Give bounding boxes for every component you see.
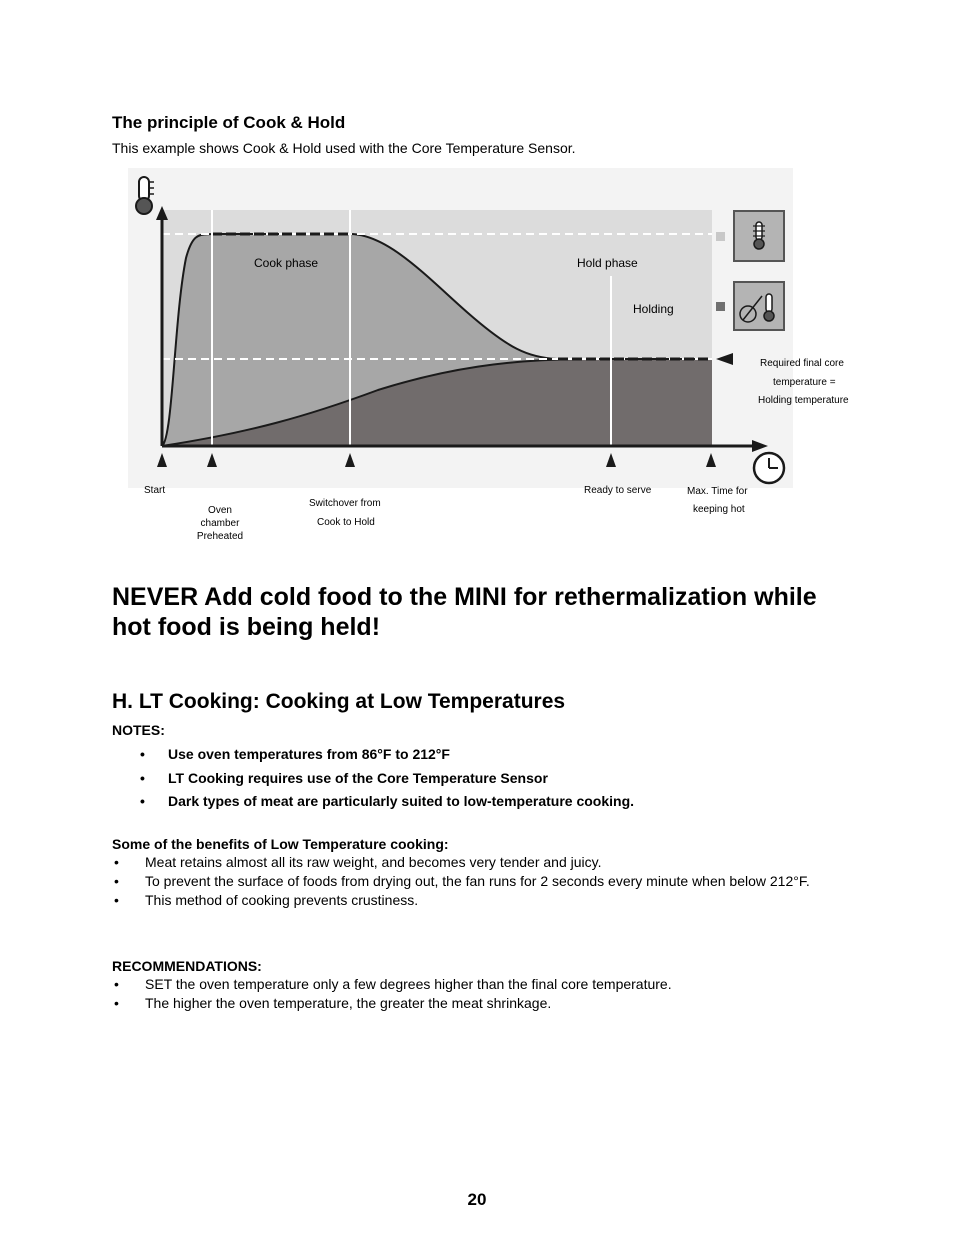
list-item	[112, 891, 812, 910]
core-sensor-icon	[734, 282, 784, 330]
benefits-heading: Some of the benefits of Low Temperature cooking:	[112, 836, 449, 852]
benefits-list	[112, 853, 812, 910]
recommendation-text: The higher the oven temperature, the greater the meat shrinkage.	[145, 995, 552, 1011]
note-text: LT Cooking requires use of the Core Temperature Sensor	[168, 769, 548, 786]
holding-label: Holding	[633, 302, 674, 316]
oven-preheated-label: Oven chamber Preheated	[196, 505, 244, 542]
required-final-label-3: Holding temperature	[758, 395, 849, 406]
ready-label: Ready to serve	[584, 485, 652, 496]
switchover-label-2: Cook to Hold	[317, 517, 375, 528]
note-text: Use oven temperatures from 86°F to 212°F	[168, 746, 450, 762]
intro-text: This example shows Cook & Hold used with the Core Temperature Sensor.	[112, 140, 576, 156]
max-time-label-1: Max. Time for	[687, 486, 748, 497]
bullet: •	[114, 976, 119, 992]
bullet: •	[140, 746, 145, 762]
bullet: •	[140, 793, 145, 809]
oven-legend-square	[716, 232, 725, 241]
notes-heading: NOTES:	[112, 722, 165, 738]
bullet: •	[114, 873, 119, 889]
bullet: •	[140, 769, 145, 786]
section-title: H. LT Cooking: Cooking at Low Temperatures	[112, 690, 566, 713]
start-label: Start	[144, 485, 166, 496]
cook-hold-diagram	[128, 168, 868, 548]
list-item	[140, 791, 634, 815]
principle-heading: The principle of Cook & Hold	[112, 113, 346, 132]
cook-phase-label: Cook phase	[254, 256, 319, 270]
page-number: 20	[467, 1190, 487, 1209]
recommendations-list	[112, 975, 812, 1013]
notes-list	[140, 744, 634, 815]
required-final-label-2: temperature =	[773, 377, 836, 388]
hold-phase-label: Hold phase	[577, 256, 638, 270]
bullet: •	[114, 892, 119, 908]
bullet: •	[114, 995, 119, 1011]
recommendations-heading: RECOMMENDATIONS:	[112, 958, 262, 974]
note-text: Dark types of meat are particularly suited to low-temperature cooking.	[168, 793, 635, 809]
recommendation-text: SET the oven temperature only a few degrees higher than the final core temperature.	[145, 976, 672, 992]
list-item	[112, 872, 812, 891]
core-legend-square	[716, 302, 725, 311]
benefit-text: To prevent the surface of foods from drying out, the fan runs for 2 seconds every minute when below 212°F.	[145, 873, 810, 889]
switchover-label-1: Switchover from	[309, 498, 381, 509]
list-item	[140, 744, 634, 768]
list-item	[112, 853, 812, 872]
cook-hold-graph	[128, 168, 868, 548]
list-item	[140, 768, 634, 792]
bullet: •	[114, 854, 119, 870]
benefit-text: This method of cooking prevents crustiness.	[145, 892, 419, 908]
oven-thermometer-icon	[734, 211, 784, 261]
max-time-label-2: keeping hot	[693, 504, 745, 515]
warning-heading: NEVER Add cold food to the MINI for rethermalization while hot food is being held!	[112, 583, 817, 641]
list-item	[112, 975, 812, 994]
required-final-label-1: Required final core	[760, 358, 844, 369]
list-item	[112, 994, 812, 1013]
clock-icon	[754, 453, 784, 483]
benefit-text: Meat retains almost all its raw weight, and becomes very tender and juicy.	[145, 854, 602, 870]
